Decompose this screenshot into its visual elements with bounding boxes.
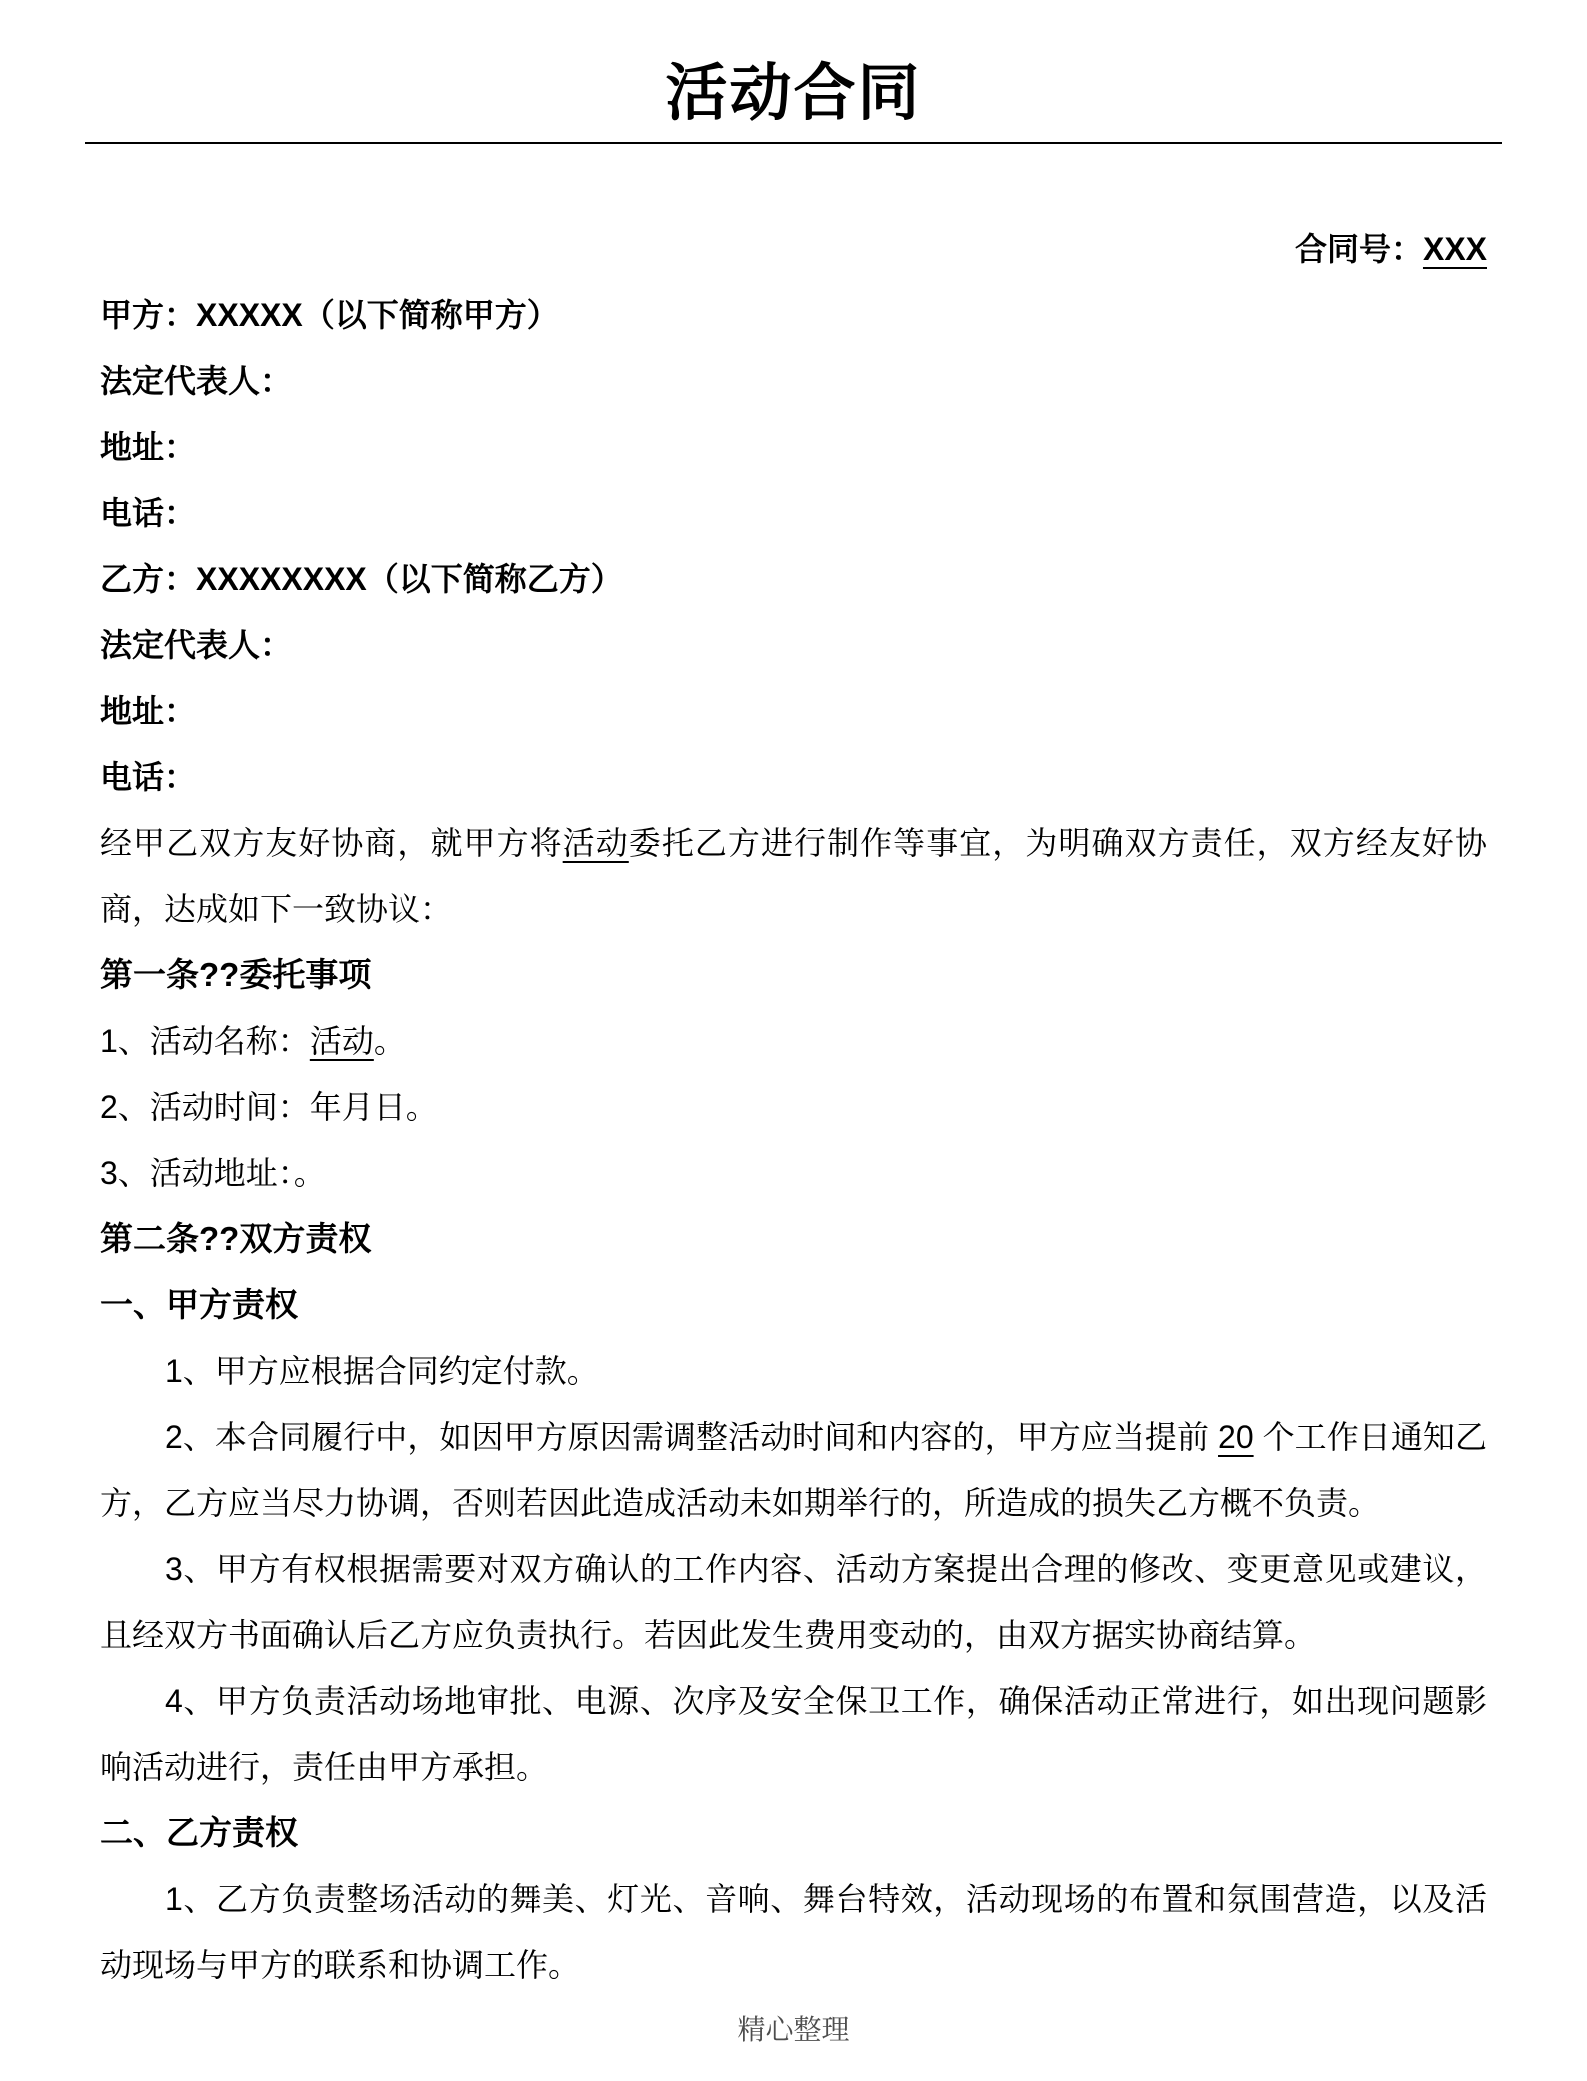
contract-number-line [100,216,1487,282]
document-title: 活动合同 [665,59,922,128]
title-divider [85,142,1502,144]
party-b-address: 地址： [100,693,197,729]
party-a-name: 甲方：XXXXX（以下简称甲方） [100,297,559,333]
section-party-b-duties-heading: 二、乙方责权 [100,1814,298,1851]
footer-text: 精心整理 [737,2014,850,2045]
party-b-duty-1: 1、乙方负责整场活动的舞美、灯光、音响、舞台特效，活动现场的布置和氛围营造，以及活动现场与甲方的联系和协调工作。 [100,1881,1487,1983]
party-b-name: 乙方：XXXXXXXX（以下简称乙方） [100,561,623,597]
party-b-legal-representative: 法定代表人： [100,627,293,663]
preamble-text-end: 委托乙方进行制作等事宜，为明确双方责任，双方经友好协商，达成如下一致协议： [100,825,1487,927]
party-a-duty-2 [100,1404,1487,1536]
party-a-duty-1: 1、甲方应根据合同约定付款。 [165,1353,599,1389]
activity-name-period: 。 [373,1023,406,1059]
party-a-phone: 电话： [100,495,197,531]
article-1-item-activity-time: 2、活动时间：年月日。 [100,1089,438,1125]
party-b-phone: 电话： [100,759,197,795]
party-a-address: 地址： [100,429,197,465]
contract-number-label: 合同号： [1294,231,1423,267]
contract-number-value: XXX [1422,231,1487,267]
preamble-text-start: 经甲乙双方友好协商，就甲方将 [100,825,563,861]
preamble-underlined-blank: 活动 [562,825,629,861]
party-a-duty-2-text-end: 个工作日通知乙方，乙方应当尽力协调，否则若因此造成活动未如期举行的，所造成的损失乙方概不负责。 [100,1419,1487,1521]
preamble-paragraph [100,810,1487,942]
party-a-legal-representative: 法定代表人： [100,363,293,399]
article-2-heading: 第二条??双方责权 [100,1220,372,1257]
party-a-duty-4: 4、甲方负责活动场地审批、电源、次序及安全保卫工作，确保活动正常进行，如出现问题影响活动进行，责任由甲方承担。 [100,1683,1487,1785]
article-1-item-activity-name [100,1008,1487,1074]
activity-name-label: 1、活动名称： [100,1023,310,1059]
section-party-a-duties-heading: 一、甲方责权 [100,1286,298,1323]
article-1-heading: 第一条??委托事项 [100,956,372,993]
party-a-duty-3: 3、甲方有权根据需要对双方确认的工作内容、活动方案提出合理的修改、变更意见或建议，且经双方书面确认后乙方应负责执行。若因此发生费用变动的，由双方据实协商结算。 [100,1551,1487,1653]
article-1-item-activity-address: 3、活动地址：。 [100,1155,326,1191]
party-a-duty-2-underlined-days: 20 [1218,1419,1254,1455]
party-a-duty-2-text-start: 2、本合同履行中，如因甲方原因需调整活动时间和内容的，甲方应当提前 [165,1419,1219,1455]
activity-name-underlined-blank: 活动 [309,1023,374,1059]
